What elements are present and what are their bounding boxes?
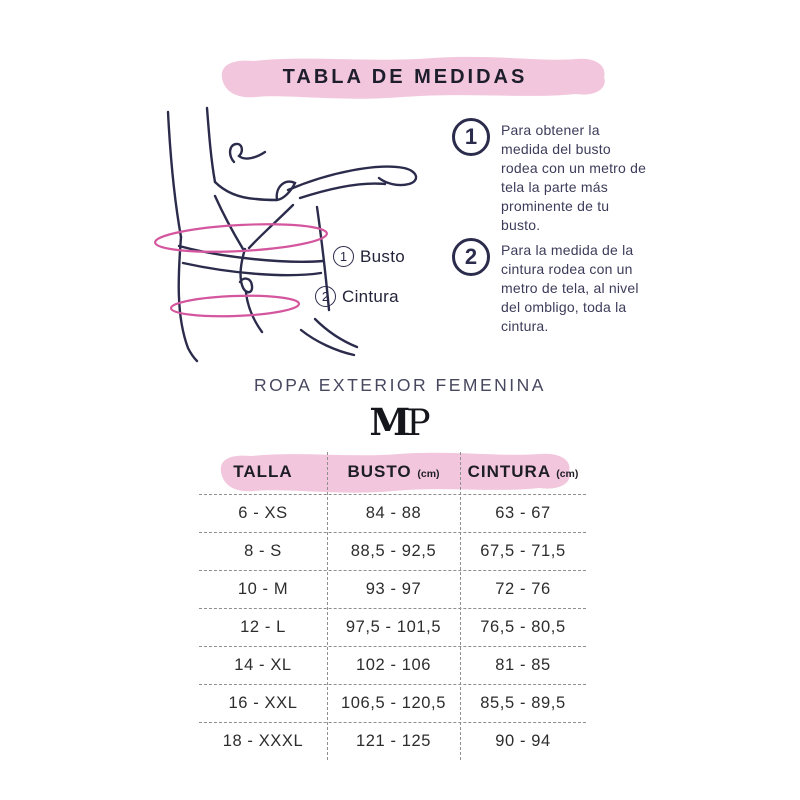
column-divider <box>460 452 461 760</box>
cell-busto: 88,5 - 92,5 <box>350 541 437 560</box>
section-subtitle: ROPA EXTERIOR FEMENINA <box>254 375 546 395</box>
row-divider <box>199 570 586 571</box>
cell-cintura: 81 - 85 <box>495 655 551 674</box>
bra-strap-right <box>249 205 293 248</box>
strap-crescent <box>277 182 295 200</box>
cell-busto: 102 - 106 <box>355 655 432 674</box>
cell-talla: 14 - XL <box>234 655 292 674</box>
column-header-cintura <box>460 462 586 482</box>
instruction-2-number-icon: 2 <box>452 238 490 276</box>
row-divider <box>199 532 586 533</box>
title-banner <box>198 54 612 100</box>
table-body <box>199 494 586 760</box>
cell-busto: 97,5 - 101,5 <box>345 617 442 636</box>
busto-label-text: Busto <box>360 246 405 266</box>
cell-talla: 12 - L <box>240 617 286 636</box>
table-header-row <box>199 450 586 494</box>
bra-tie-tail <box>246 293 262 332</box>
instruction-1-text: Para obtener la medida del busto rodea con un metro de tela la parte más prominente de tu busto. <box>501 122 647 233</box>
cintura-header-text: CINTURA <box>467 462 551 481</box>
instruction-1-number-icon: 1 <box>452 118 490 156</box>
cell-busto: 121 - 125 <box>355 731 432 750</box>
bra-tie-loop <box>240 249 252 292</box>
shoulder-line <box>215 182 277 200</box>
table-row <box>199 646 586 684</box>
size-table <box>199 450 586 762</box>
cell-cintura: 76,5 - 80,5 <box>480 617 566 636</box>
instruction-2-text: Para la medida de la cintura rodea con un metro de tela, al nivel del ombligo, toda la cintura. <box>501 242 639 334</box>
busto-unit-text: (cm) <box>417 468 440 480</box>
left-arm-outer <box>168 112 181 237</box>
row-divider <box>199 608 586 609</box>
cell-busto: 93 - 97 <box>365 579 422 598</box>
logo-letter-m: M <box>369 400 411 444</box>
cell-busto: 106,5 - 120,5 <box>340 693 447 712</box>
row-divider <box>199 494 586 495</box>
left-arm-inner <box>207 108 215 182</box>
table-row <box>199 532 586 570</box>
cintura-number-icon: 2 <box>315 286 336 307</box>
bra-band-upper <box>179 246 323 262</box>
torso-line-art <box>138 106 450 368</box>
table-row <box>199 608 586 646</box>
cell-talla: 8 - S <box>244 541 282 560</box>
right-arm-lower <box>300 184 385 198</box>
row-divider <box>199 684 586 685</box>
logo-letter-p: P <box>406 403 431 444</box>
cell-busto: 84 - 88 <box>365 503 422 522</box>
cintura-unit-text: (cm) <box>556 468 579 480</box>
cell-talla: 18 - XXXL <box>222 731 304 750</box>
cell-cintura: 85,5 - 89,5 <box>480 693 566 712</box>
column-header-busto <box>327 462 460 482</box>
cell-cintura: 67,5 - 71,5 <box>480 541 566 560</box>
waist-measure-ellipse <box>171 294 300 318</box>
talla-header-text: TALLA <box>233 462 293 481</box>
table-row <box>199 684 586 722</box>
cintura-label <box>315 286 399 307</box>
cell-talla: 6 - XS <box>238 503 288 522</box>
table-row <box>199 570 586 608</box>
column-divider <box>327 452 328 760</box>
column-header-talla <box>199 462 327 482</box>
bra-band-lower <box>183 263 321 275</box>
table-row <box>199 722 586 760</box>
row-divider <box>199 722 586 723</box>
cell-cintura: 90 - 94 <box>495 731 551 750</box>
bra-strap-left <box>215 196 243 249</box>
busto-number-icon: 1 <box>333 246 354 267</box>
cell-cintura: 63 - 67 <box>495 503 551 522</box>
figure-illustration <box>138 106 450 368</box>
cell-talla: 16 - XXL <box>228 693 298 712</box>
head-curl <box>230 144 265 162</box>
table-row <box>199 494 586 532</box>
busto-header-text: BUSTO <box>347 462 412 481</box>
cintura-label-text: Cintura <box>342 286 399 306</box>
cell-cintura: 72 - 76 <box>495 579 551 598</box>
row-divider <box>199 646 586 647</box>
brand-logo <box>0 400 800 444</box>
busto-label <box>333 246 405 267</box>
cell-talla: 10 - M <box>237 579 289 598</box>
page-title: TABLA DE MEDIDAS <box>282 65 528 88</box>
